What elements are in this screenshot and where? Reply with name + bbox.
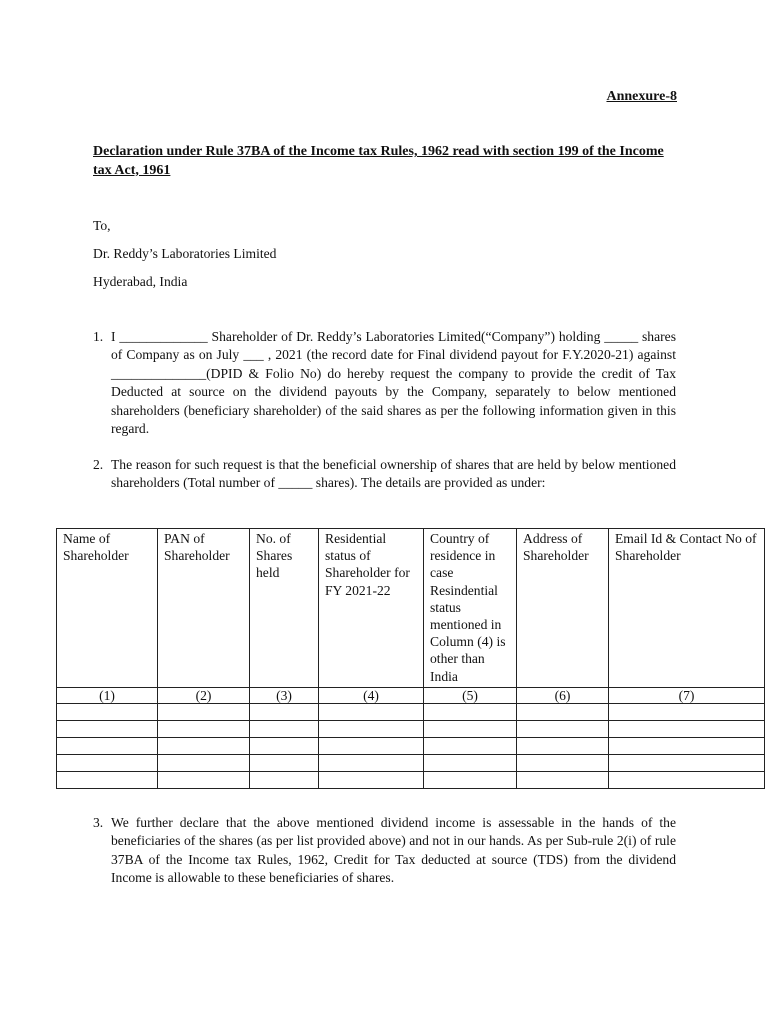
table-header-row [57, 529, 765, 688]
table-cell[interactable] [609, 771, 765, 788]
table-cell[interactable] [517, 720, 609, 737]
column-number: (1) [57, 687, 158, 703]
table-cell[interactable] [158, 771, 250, 788]
table-cell[interactable] [319, 703, 424, 720]
paragraph-3 [93, 814, 676, 888]
table-row [57, 754, 765, 771]
table-cell[interactable] [57, 754, 158, 771]
paragraph-1 [93, 328, 676, 438]
table-row [57, 720, 765, 737]
table-cell[interactable] [319, 737, 424, 754]
table-cell[interactable] [319, 720, 424, 737]
header-pan: PAN of Shareholder [158, 529, 250, 688]
column-number: (7) [609, 687, 765, 703]
table-cell[interactable] [517, 737, 609, 754]
addressee-name: Dr. Reddy’s Laboratories Limited [93, 246, 277, 261]
table-cell[interactable] [250, 754, 319, 771]
table-cell[interactable] [517, 771, 609, 788]
table-cell[interactable] [424, 754, 517, 771]
table-cell[interactable] [609, 754, 765, 771]
addressee-city: Hyderabad, India [93, 274, 188, 289]
table-cell[interactable] [319, 754, 424, 771]
column-number: (2) [158, 687, 250, 703]
table-cell[interactable] [57, 737, 158, 754]
table-cell[interactable] [424, 737, 517, 754]
table-row [57, 703, 765, 720]
table-cell[interactable] [250, 737, 319, 754]
table-cell[interactable] [609, 737, 765, 754]
table-cell[interactable] [424, 703, 517, 720]
table-cell[interactable] [424, 771, 517, 788]
header-country: Country of residence in case Resindential status mentioned in Column (4) is other than India [424, 529, 517, 688]
header-name: Name of Shareholder [57, 529, 158, 688]
table-cell[interactable] [158, 720, 250, 737]
declaration-title: Declaration under Rule 37BA of the Income tax Rules, 1962 read with section 199 of the Income tax Act, 1961 [93, 144, 664, 178]
table-cell[interactable] [250, 771, 319, 788]
table-cell[interactable] [57, 720, 158, 737]
paragraph-text: I _____________ Shareholder of Dr. Reddy’s Laboratories Limited(“Company”) holding _____ shares of Company as on July ___ , 2021 (the record date for Final dividend payout for F.Y.2020-21) against ______________(DPID & Folio No) do hereby request the company to provide the credit of Tax Deducted at source on the dividend payouts by the Company, separately to below mentioned shareholders (beneficiary shareholder) of the said shares as per the following information given in this regard. [111, 329, 676, 437]
paragraph-text: The reason for such request is that the beneficial ownership of shares that are held by below mentioned shareholders (Total number of _____ shares). The details are provided as under: [111, 457, 676, 491]
header-email: Email Id & Contact No of Shareholder [609, 529, 765, 688]
column-number: (3) [250, 687, 319, 703]
table-cell[interactable] [250, 720, 319, 737]
annexure-label: Annexure-8 [606, 89, 677, 104]
header-residential-status: Residential status of Shareholder for FY 2021-22 [319, 529, 424, 688]
paragraph-number: 1. [93, 329, 104, 344]
table-cell[interactable] [609, 720, 765, 737]
shareholder-table [56, 528, 765, 789]
table-cell[interactable] [609, 703, 765, 720]
header-shares: No. of Shares held [250, 529, 319, 688]
table-row [57, 771, 765, 788]
table-cell[interactable] [158, 754, 250, 771]
table-cell[interactable] [250, 703, 319, 720]
header-address: Address of Shareholder [517, 529, 609, 688]
table-cell[interactable] [158, 703, 250, 720]
column-number: (5) [424, 687, 517, 703]
paragraph-text: We further declare that the above mentioned dividend income is assessable in the hands of the beneficiaries of the shares (as per list provided above) and not in our hands. As per Sub-rule 2(i) of rule 37BA of the Income tax Rules, 1962, Credit for Tax deducted at source (TDS) from the dividend Income is allowable to these beneficiaries of shares. [111, 815, 676, 886]
salutation: To, [93, 218, 111, 233]
table-cell[interactable] [57, 703, 158, 720]
table-row [57, 737, 765, 754]
table-cell[interactable] [517, 703, 609, 720]
paragraph-number: 2. [93, 457, 104, 472]
paragraph-2 [93, 456, 676, 493]
column-number: (4) [319, 687, 424, 703]
table-cell[interactable] [57, 771, 158, 788]
paragraph-number: 3. [93, 815, 104, 830]
table-cell[interactable] [517, 754, 609, 771]
column-number-row [57, 687, 765, 703]
table-cell[interactable] [319, 771, 424, 788]
table-cell[interactable] [158, 737, 250, 754]
column-number: (6) [517, 687, 609, 703]
table-cell[interactable] [424, 720, 517, 737]
